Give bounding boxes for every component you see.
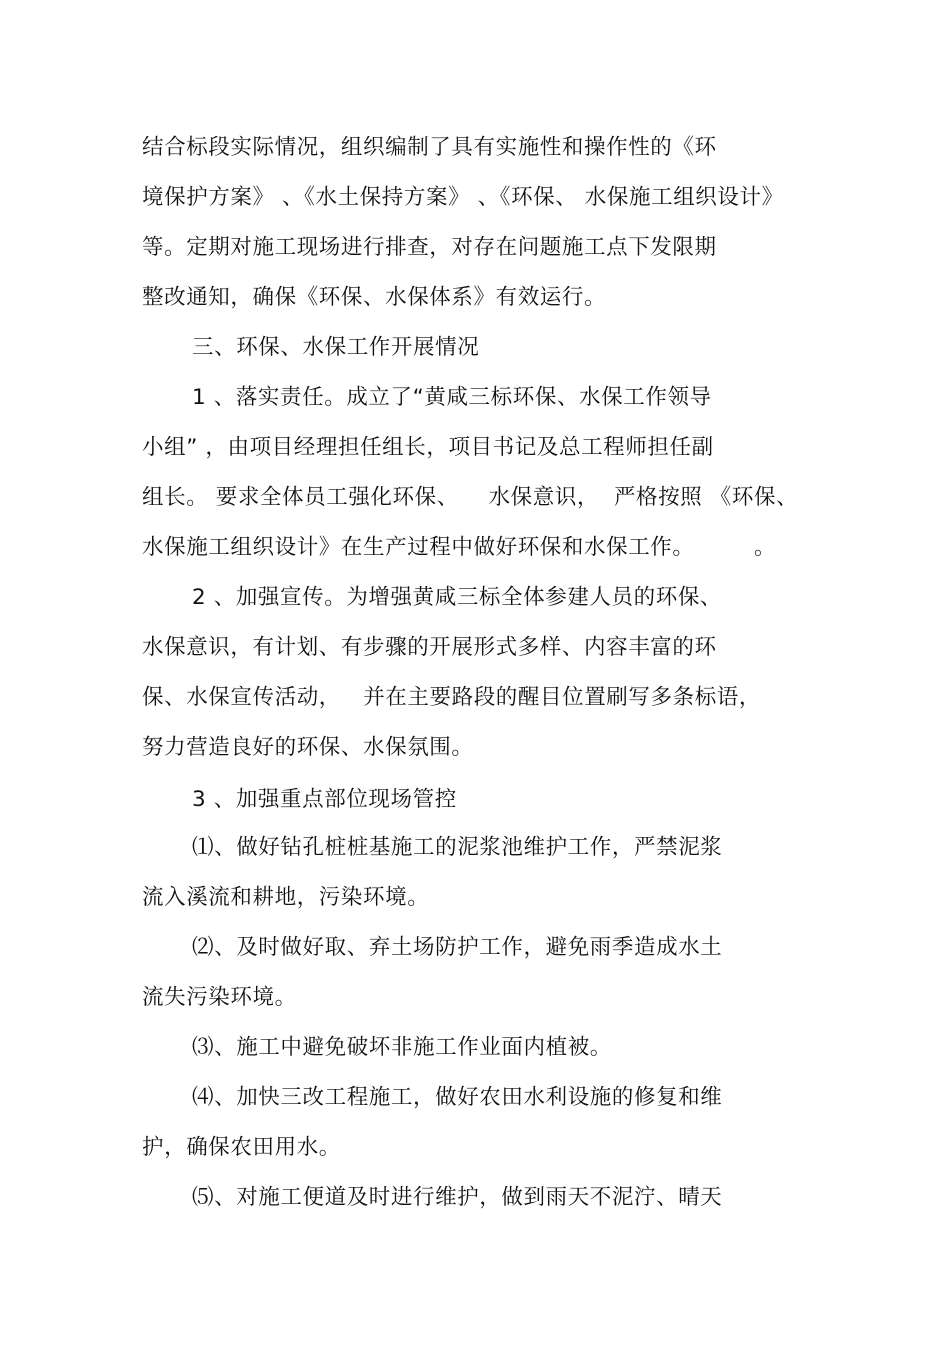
text-line: ⑴、做好钻孔桩桩基施工的泥浆池维护工作，严禁泥浆 <box>192 835 723 860</box>
text-line: 保、水保宣传活动， 并在主要路段的醒目位置刷写多条标语， <box>142 685 762 710</box>
text-line: ⑷、加快三改工程施工，做好农田水利设施的修复和维 <box>192 1085 723 1110</box>
text-line: 整改通知，确保《环保、水保体系》有效运行。 <box>142 285 607 310</box>
text-line: 组长。 要求全体员工强化环保、 水保意识， 严格按照 《环保、 <box>142 485 799 510</box>
text-line: 2 、加强宣传。为增强黄咸三标全体参建人员的环保、 <box>192 585 723 610</box>
text-line: 水保意识，有计划、有步骤的开展形式多样、内容丰富的环 <box>142 635 717 660</box>
text-line: 1 、落实责任。成立了“黄咸三标环保、水保工作领导 <box>192 385 712 410</box>
text-line: 水保施工组织设计》在生产过程中做好环保和水保工作。 。 <box>142 535 777 560</box>
text-line: 等。定期对施工现场进行排查，对存在问题施工点下发限期 <box>142 235 717 260</box>
text-line: 小组” ，由项目经理担任组长，项目书记及总工程师担任副 <box>142 435 714 460</box>
text-line: 结合标段实际情况，组织编制了具有实施性和操作性的《环 <box>142 135 717 160</box>
text-line: ⑵、及时做好取、弃土场防护工作，避免雨季造成水土 <box>192 935 723 960</box>
section-heading: 三、环保、水保工作开展情况 <box>192 335 480 360</box>
text-line: ⑶、施工中避免破坏非施工作业面内植被。 <box>192 1035 612 1060</box>
text-line: 努力营造良好的环保、水保氛围。 <box>142 735 474 760</box>
text-line: 流入溪流和耕地，污染环境。 <box>142 885 430 910</box>
text-line: ⑸、对施工便道及时进行维护，做到雨天不泥泞、晴天 <box>192 1185 723 1210</box>
text-line: 流失污染环境。 <box>142 985 297 1010</box>
subsection-heading: 3 、加强重点部位现场管控 <box>192 787 457 812</box>
text-line: 护，确保农田用水。 <box>142 1135 341 1160</box>
text-line: 境保护方案》 、《水土保持方案》 、《环保、 水保施工组织设计》 <box>142 185 784 210</box>
